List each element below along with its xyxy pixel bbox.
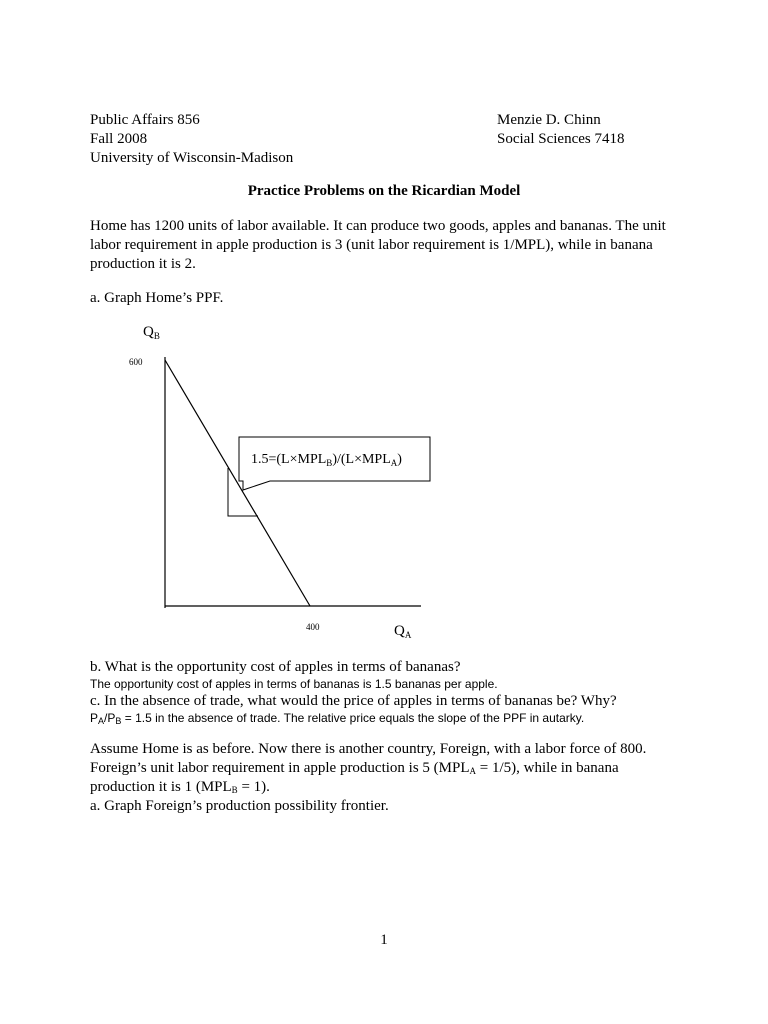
university: University of Wisconsin-Madison	[90, 150, 294, 166]
x-tick-label: 400	[306, 622, 320, 632]
y-tick-label: 600	[129, 357, 143, 367]
ppf-line	[165, 360, 310, 606]
intro-line: labor requirement in apple production is 3 (unit labor requirement is 1/MPL), while in banana	[90, 237, 653, 253]
y-axis-label-main: Q	[143, 324, 154, 340]
answer-b: The opportunity cost of apples in terms of bananas is 1.5 bananas per apple.	[90, 677, 498, 691]
foreign-question-a: a. Graph Foreign’s production possibility frontier.	[90, 798, 389, 814]
foreign-line: Assume Home is as before. Now there is another country, Foreign, with a labor force of 800.	[90, 741, 647, 757]
x-axis-label-sub: A	[404, 630, 412, 640]
intro-line: Home has 1200 units of labor available. It can produce two goods, apples and bananas. The unit	[90, 218, 666, 234]
y-axis-label	[143, 324, 160, 341]
page-number: 1	[380, 932, 388, 948]
x-axis-label-main: Q	[394, 623, 405, 639]
answer-c: $P_A/P_B = 1.5$ in the absence of trade. The relative price equals the slope of the PPF in autarky.	[90, 711, 585, 726]
office: Social Sciences 7418	[497, 131, 625, 147]
question-b: b. What is the opportunity cost of apples in terms of bananas?	[90, 659, 461, 675]
intro-line: production it is 2.	[90, 256, 196, 272]
questions-b-c	[90, 658, 617, 726]
course-name: Public Affairs 856	[90, 112, 200, 128]
author: Menzie D. Chinn	[497, 112, 601, 128]
callout-text: $1.5=(L\times MPL_B)/(L\times MPL_A)$	[251, 452, 402, 468]
page-title: Practice Problems on the Ricardian Model	[247, 183, 521, 199]
foreign-paragraph	[90, 740, 646, 816]
term: Fall 2008	[90, 131, 148, 147]
foreign-line: production it is 1 $(MPL_B = 1)$.	[90, 779, 270, 795]
y-axis-label-sub: B	[153, 331, 160, 341]
question-a: a. Graph Home’s PPF.	[90, 290, 224, 306]
question-c: c. In the absence of trade, what would the price of apples in terms of bananas be? Why?	[90, 693, 617, 709]
foreign-line: Foreign’s unit labor requirement in apple production is 5 $(MPL_A = 1/5)$, while in banana	[90, 760, 619, 776]
x-axis-label	[394, 623, 412, 640]
